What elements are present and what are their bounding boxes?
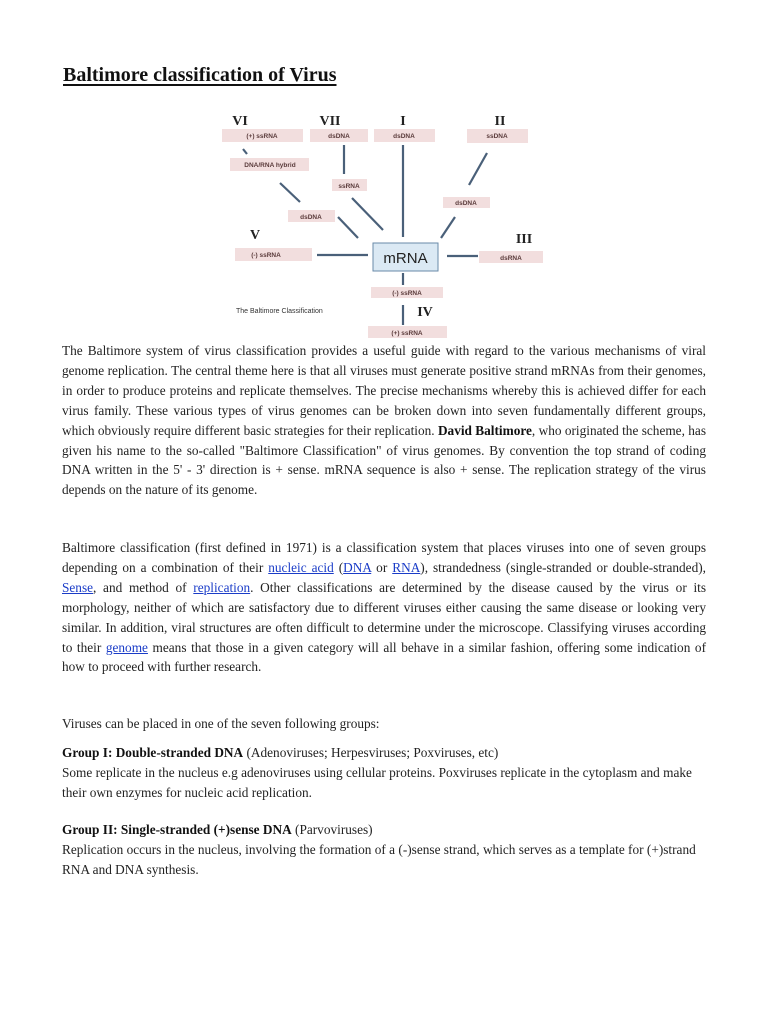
group-numeral: V — [249, 228, 261, 243]
link-sense[interactable]: Sense — [62, 579, 94, 595]
diagram-caption: The Baltimore Classification — [236, 308, 323, 315]
box-label: ssDNA — [486, 133, 508, 140]
group-2-body: Replication occurs in the nucleus, involving the formation of a (-)sense strand, which serves as a template for (+)strand RNA and DNA synthesis. — [62, 841, 696, 877]
box-label: (+) ssRNA — [391, 330, 423, 337]
text: means that those in a given category will all behave in a similar fashion, offering some indication of how to proceed with further research. — [62, 639, 706, 675]
boxes — [222, 129, 543, 338]
group-2-section — [62, 820, 706, 880]
text: . Other classifications are determined by the disease caused by the virus or its morphology, neither of which are satisfactory due to different viruses either causing the same disease or looking very similar. In addition, viral structures are often difficult to determine under the microscope. Classifying viruses according to their — [62, 579, 707, 655]
box-label: dsDNA — [393, 133, 415, 140]
david-baltimore-bold: David Baltimore — [437, 422, 532, 438]
link-nucleic-acid[interactable]: nucleic acid — [268, 559, 334, 575]
arrow — [243, 149, 247, 154]
intro-paragraph — [62, 341, 706, 500]
groups-intro: Viruses can be placed in one of the seven following groups: — [62, 716, 380, 731]
arrow — [280, 183, 300, 202]
link-genome[interactable]: genome — [105, 639, 148, 655]
arrow — [338, 217, 358, 238]
group-numeral: VII — [319, 114, 341, 129]
mrna-label: mRNA — [383, 250, 428, 267]
arrow — [441, 217, 455, 238]
group-numeral: VI — [232, 114, 248, 129]
box-label: dsDNA — [300, 214, 322, 221]
arrow — [352, 198, 383, 230]
group-numeral: IV — [417, 305, 433, 320]
text: , and method of — [93, 579, 194, 595]
text: ), strandedness (single-stranded or double-stranded), — [420, 559, 706, 575]
link-dna[interactable]: DNA — [343, 559, 372, 575]
box-label: DNA/RNA hybrid — [244, 162, 296, 169]
group-2-examples: (Parvoviruses) — [291, 822, 373, 837]
group-1-section — [62, 743, 706, 803]
group-1-examples: (Adenoviruses; Herpesviruses; Poxviruses, etc) — [243, 745, 499, 760]
arrow — [469, 153, 487, 185]
text: , who originated the scheme, has given his name to the so-called "Baltimore Classification" of virus genomes. By convention the top strand of coding DNA written in the 5' - 3' direction is + sense. mRNA sequence is also + sense. The replication strategy of the virus depends on the nature of its genome. — [62, 422, 706, 498]
classification-paragraph — [62, 538, 706, 677]
group-numeral: I — [400, 114, 406, 129]
page-title: Baltimore classification of Virus — [63, 64, 337, 86]
arrows — [243, 145, 487, 325]
group-2-heading: Group II: Single-stranded (+)sense DNA — [62, 822, 292, 837]
text: or — [371, 559, 393, 575]
box-label: dsDNA — [455, 200, 477, 207]
box-label: ssRNA — [338, 183, 360, 190]
baltimore-diagram — [220, 100, 550, 340]
box-label: dsDNA — [328, 133, 350, 140]
text: ( — [333, 559, 344, 575]
box-label: (-) ssRNA — [392, 290, 422, 297]
group-numeral: II — [494, 114, 506, 129]
link-rna[interactable]: RNA — [392, 559, 421, 575]
group-1-heading: Group I: Double-stranded DNA — [62, 745, 244, 760]
diagram-svg — [220, 100, 550, 340]
box-label: (+) ssRNA — [246, 133, 278, 140]
group-numeral: III — [515, 232, 533, 247]
box-label: dsRNA — [500, 255, 522, 262]
box-label: (-) ssRNA — [251, 252, 281, 259]
group-1-body: Some replicate in the nucleus e.g adenoviruses using cellular proteins. Poxviruses replicate in the cytoplasm and make their own enzymes for nucleic acid replication. — [62, 764, 692, 800]
text: The Baltimore system of virus classification provides a useful guide with regard to the various mechanisms of viral genome replication. The central theme here is that all viruses must generate positive strand mRNAs from their genomes, in order to produce proteins and replicate themselves. The precise mechanisms whereby this is achieved differ for each virus family. These various types of virus genomes can be broken down into seven fundamentally different groups, which obviously require different basic strategies for their replication. — [62, 343, 706, 438]
link-replication[interactable]: replication — [193, 579, 251, 595]
text: Baltimore classification (first defined in 1971) is a classification system that places viruses into one of seven groups depending on a combination of their — [62, 540, 706, 575]
